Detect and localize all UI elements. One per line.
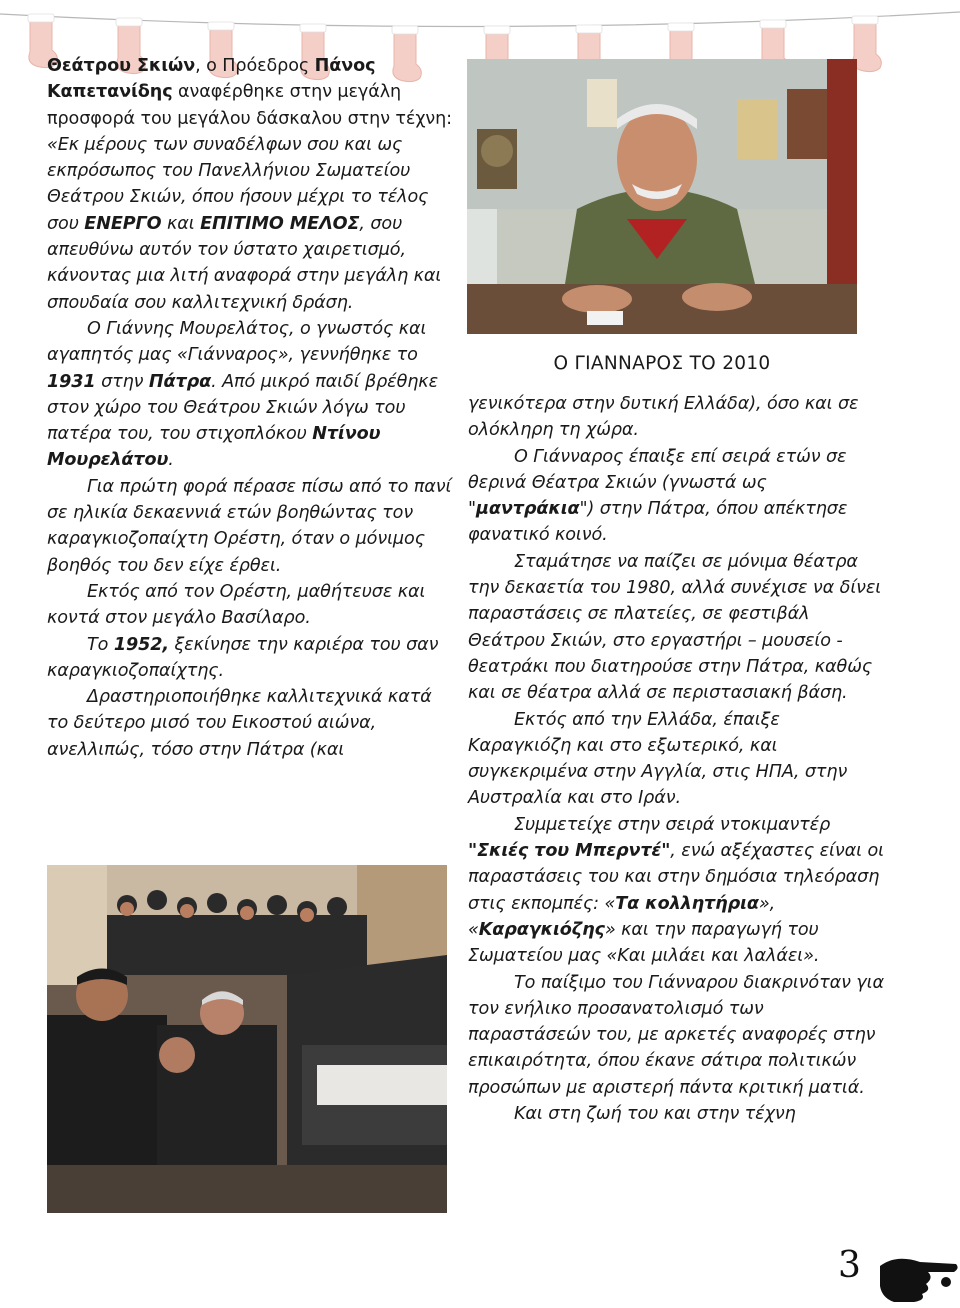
paragraph-r7 — [468, 1101, 888, 1127]
paragraph-6 — [47, 632, 452, 685]
text: Σταμάτησε να παίζει σε μόνιμα θέατρα την δεκαετία του 1980, αλλά συνέχισε να δίνει παραστάσεις σε πλατείες, σε φεστιβάλ Θεάτρου Σκιών, στο εργαστήρι – μουσείο - θεατράκι που διατηρούσε στην Πάτρα, καθώς και σε θέατρα αλλά σε περιστασιακή βάση. — [468, 551, 882, 704]
text: » και την παραγωγή του Σωματείου μας «Και μιλάει και λαλάει». — [468, 919, 820, 967]
text: Εκτός από τον Ορέστη, μαθήτευσε και κοντά στον μεγάλο Βασίλαρο. — [47, 581, 426, 629]
bold-text: 1931 — [47, 371, 96, 392]
bold-text: Τα κολλητήρια — [615, 893, 759, 914]
paragraph-2 — [47, 132, 452, 316]
text: Για πρώτη φορά πέρασε πίσω από το πανί σε ηλικία δεκαεννιά ετών βοηθώντας τον καραγκιοζοπαίχτη Ορέστη, όταν ο μόνιμος βοηθός του δεν είχε έρθει. — [47, 476, 452, 576]
bold-text: Πάνος — [314, 56, 376, 76]
text: και — [161, 213, 201, 234]
bold-text: Καραγκιόζης — [478, 919, 605, 940]
text: . — [168, 450, 174, 471]
bold-text: μαντράκια — [476, 499, 580, 520]
text: στην — [95, 371, 149, 392]
text: , ο Πρόεδρος — [195, 56, 315, 76]
text: Ο Γιάνναρος έπαιξε επί σειρά ετών σε θερινά Θέατρα Σκιών (γνωστά ως " — [468, 446, 847, 520]
right-text-column — [468, 391, 888, 1127]
paragraph-r5 — [468, 812, 888, 970]
bold-text: Θεάτρου Σκιών — [47, 56, 196, 76]
bold-text: Πάτρα — [148, 371, 212, 392]
bold-text: "Σκιές του Μπερντέ" — [468, 841, 671, 862]
portrait-photo — [467, 59, 857, 334]
text: . Από μικρό παιδί βρέθηκε στον χώρο του Θεάτρου Σκιών λόγω του πατέρα του, του στιχοπλόκου — [47, 371, 438, 445]
paragraph-1 — [47, 53, 452, 132]
bold-text: ΕΠΙΤΙΜΟ ΜΕΛΟΣ — [200, 213, 360, 234]
bold-text: Ντίνου Μουρελάτου — [47, 424, 381, 471]
text: ξεκίνησε την καριέρα του σαν καραγκιοζοπαίχτης. — [47, 634, 439, 681]
text: Συμμετείχε στην σειρά ντοκιμαντέρ — [514, 814, 831, 835]
text: , ενώ αξέχαστες είναι οι παραστάσεις του και στην δημόσια τηλεόραση στις εκπομπές: « — [468, 841, 884, 914]
paragraph-r6 — [468, 970, 888, 1101]
pointing-hand-icon — [876, 1248, 960, 1304]
page-number: 3 — [838, 1245, 861, 1286]
left-text-column — [47, 53, 452, 763]
paragraph-r4 — [468, 707, 888, 812]
text: Το — [87, 634, 114, 655]
paragraph-7 — [47, 684, 452, 763]
text: Ο Γιάννης Μουρελάτος, ο γνωστός και αγαπητός μας «Γιάνναρος», γεννήθηκε το — [47, 318, 427, 366]
funeral-crowd-photo — [47, 865, 447, 1213]
text: γενικότερα στην δυτική Ελλάδα), όσο και σε ολόκληρη τη χώρα. — [468, 394, 859, 441]
text: Εκτός από την Ελλάδα, έπαιξε Καραγκιόζη και στο εξωτερικό, και συγκεκριμένα στην Αγγλία, στις ΗΠΑ, στην Αυστραλία και στο Ιράν. — [468, 709, 848, 809]
text: , σου απευθύνω αυτόν τον ύστατο χαιρετισμό, κάνοντας μια λιτή αναφορά στην μεγάλη και σπουδαία σου καλλιτεχνική δράση. — [47, 213, 442, 313]
paragraph-r2 — [468, 444, 888, 549]
text: «Εκ μέρους των συναδέλφων σου και ως εκπρόσωπος του Πανελλήνιου Σωματείου Θεάτρου Σκιών, όπου ήσουν μέχρι το τέλος σου — [47, 134, 429, 234]
bold-text: ΕΝΕΡΓΟ — [84, 213, 162, 234]
paragraph-4 — [47, 474, 452, 579]
bold-text: Καπετανίδης — [47, 82, 173, 103]
paragraph-r3 — [468, 549, 888, 707]
text: Το παίξιμο του Γιάνναρου διακρινόταν για τον ενήλικο προσανατολισμό των παραστάσεών του, με αρκετές αναφορές στην επικαιρότητα, όπου έκανε σάτιρα πολιτικών προσώπων με αριστερή πάντα κριτική ματιά. — [468, 972, 884, 1098]
photo-caption: Ο ΓΙΑΝΝΑΡΟΣ ΤΟ 2010 — [553, 353, 771, 374]
bold-text: 1952, — [113, 634, 169, 655]
text: ") στην Πάτρα, όπου απέκτησε φανατικό κοινό. — [468, 499, 848, 546]
text: », « — [468, 893, 776, 940]
paragraph-r1 — [468, 391, 888, 444]
text: Και στη ζωή του και στην τέχνη — [514, 1104, 796, 1125]
text: Δραστηριοποιήθηκε καλλιτεχνικά κατά το δεύτερο μισό του Εικοστού αιώνα, ανελλιπώς, τόσο στην Πάτρα (και — [47, 687, 432, 760]
text: αναφέρθηκε στην μεγάλη προσφορά του μεγάλου δάσκαλου στην τέχνη: — [47, 82, 453, 129]
paragraph-5 — [47, 579, 452, 632]
paragraph-3 — [47, 316, 452, 474]
